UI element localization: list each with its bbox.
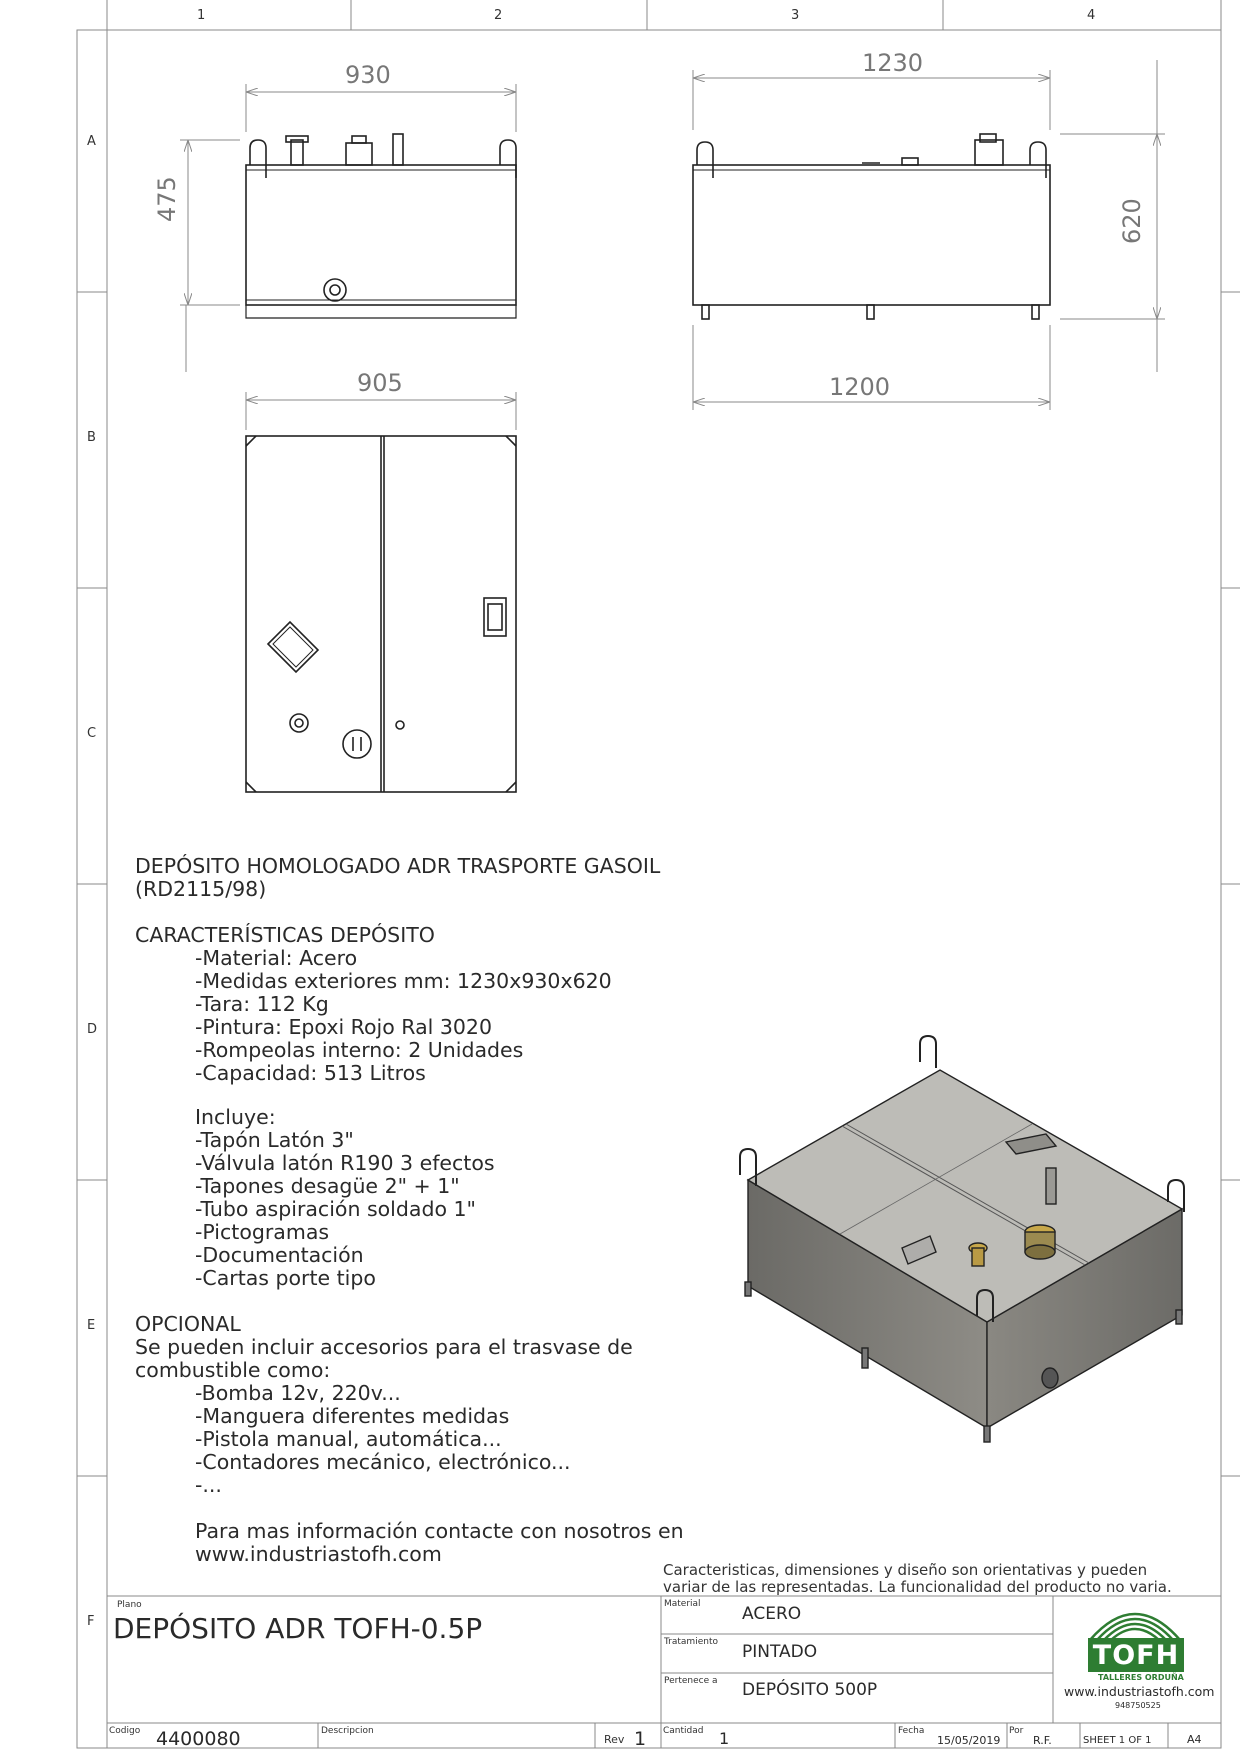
grid-row-b: B — [87, 430, 96, 445]
pertenece-label: Pertenece a — [664, 1676, 718, 1686]
isometric-tank-view — [740, 1036, 1184, 1442]
drawing-title: DEPÓSITO ADR TOFH-0.5P — [113, 1612, 483, 1645]
logo-website[interactable]: www.industriastofh.com — [1064, 1684, 1215, 1699]
include-item: -Tapón Latón 3" — [195, 1128, 354, 1152]
characteristic-item: -Medidas exteriores mm: 1230x930x620 — [195, 969, 612, 993]
contact-website[interactable]: www.industriastofh.com — [195, 1542, 442, 1566]
optional-item: -Pistola manual, automática... — [195, 1427, 502, 1451]
disclaimer-line: Caracteristicas, dimensiones y diseño son orientativas y pueden — [663, 1561, 1148, 1579]
characteristic-item: -Material: Acero — [195, 946, 358, 970]
cantidad-label: Cantidad — [663, 1726, 704, 1736]
grid-row-a: A — [87, 134, 96, 149]
dimension-side-height: 620 — [1118, 198, 1146, 244]
codigo-value: 4400080 — [156, 1728, 241, 1750]
optional-item: -Manguera diferentes medidas — [195, 1404, 510, 1428]
cantidad-value: 1 — [719, 1729, 730, 1748]
por-label: Por — [1009, 1726, 1024, 1736]
characteristic-item: -Pintura: Epoxi Rojo Ral 3020 — [195, 1015, 493, 1039]
include-item: -Documentación — [195, 1243, 364, 1267]
top-view-drawing — [246, 436, 516, 792]
optional-item: -Bomba 12v, 220v... — [195, 1381, 401, 1405]
fecha-value: 15/05/2019 — [937, 1734, 1001, 1747]
dimension-lines — [180, 60, 1165, 430]
contact-text: Para mas información contacte con nosotros en — [195, 1519, 684, 1543]
grid-row-c: C — [87, 726, 97, 741]
rev-label: Rev — [604, 1733, 625, 1746]
include-item: -Cartas porte tipo — [195, 1266, 376, 1290]
optional-title: OPCIONAL — [135, 1312, 241, 1336]
dimension-top-width: 905 — [357, 369, 403, 397]
dimension-front-height: 475 — [153, 176, 181, 222]
logo-phone: 948750525 — [1115, 1701, 1161, 1710]
include-item: -Tapones desagüe 2" + 1" — [195, 1174, 460, 1198]
sheet-size: A4 — [1187, 1733, 1202, 1746]
characteristic-item: -Capacidad: 513 Litros — [195, 1061, 426, 1085]
include-item: -Válvula latón R190 3 efectos — [195, 1151, 495, 1175]
optional-intro: combustible como: — [135, 1358, 331, 1382]
sheet-number: SHEET 1 OF 1 — [1083, 1735, 1152, 1746]
heading-main: DEPÓSITO HOMOLOGADO ADR TRASPORTE GASOIL — [135, 854, 661, 878]
optional-item: -Contadores mecánico, electrónico... — [195, 1450, 571, 1474]
grid-col-2: 2 — [494, 8, 503, 23]
includes-title: Incluye: — [195, 1105, 276, 1129]
tofh-logo-arcs — [1090, 1614, 1180, 1640]
descripcion-label: Descripcion — [321, 1726, 374, 1736]
pertenece-value: DEPÓSITO 500P — [742, 1680, 878, 1700]
grid-row-e: E — [87, 1318, 96, 1333]
dimension-front-width: 930 — [345, 61, 391, 89]
grid-col-1: 1 — [197, 8, 206, 23]
tratamiento-value: PINTADO — [742, 1642, 818, 1662]
side-view-drawing — [693, 134, 1050, 319]
dimension-side-width: 1230 — [862, 49, 924, 77]
codigo-label: Codigo — [109, 1726, 141, 1736]
front-view-drawing — [246, 134, 516, 318]
include-item: -Pictogramas — [195, 1220, 330, 1244]
rev-value: 1 — [634, 1728, 647, 1750]
disclaimer-line: variar de las representadas. La funcionalidad del producto no varia. — [663, 1578, 1172, 1596]
plano-label: Plano — [117, 1600, 142, 1610]
fecha-label: Fecha — [898, 1726, 925, 1736]
optional-item: -... — [195, 1473, 222, 1497]
characteristic-item: -Rompeolas interno: 2 Unidades — [195, 1038, 524, 1062]
tofh-logo-text: TOFH — [1092, 1639, 1180, 1671]
heading-regulation: (RD2115/98) — [135, 877, 267, 901]
characteristics-title: CARACTERÍSTICAS DEPÓSITO — [135, 923, 435, 947]
tratamiento-label: Tratamiento — [664, 1637, 718, 1647]
material-label: Material — [664, 1599, 701, 1609]
material-value: ACERO — [742, 1604, 802, 1624]
por-value: R.F. — [1033, 1734, 1052, 1747]
characteristic-item: -Tara: 112 Kg — [195, 992, 329, 1016]
grid-row-f: F — [87, 1614, 95, 1629]
tofh-logo — [1088, 1638, 1184, 1672]
logo-company: TALLERES ORDUÑA — [1098, 1673, 1184, 1682]
grid-col-4: 4 — [1087, 8, 1096, 23]
grid-row-d: D — [87, 1022, 98, 1037]
optional-intro: Se pueden incluir accesorios para el trasvase de — [135, 1335, 633, 1359]
grid-col-3: 3 — [791, 8, 800, 23]
dimension-side-base-width: 1200 — [829, 373, 891, 401]
include-item: -Tubo aspiración soldado 1" — [195, 1197, 476, 1221]
